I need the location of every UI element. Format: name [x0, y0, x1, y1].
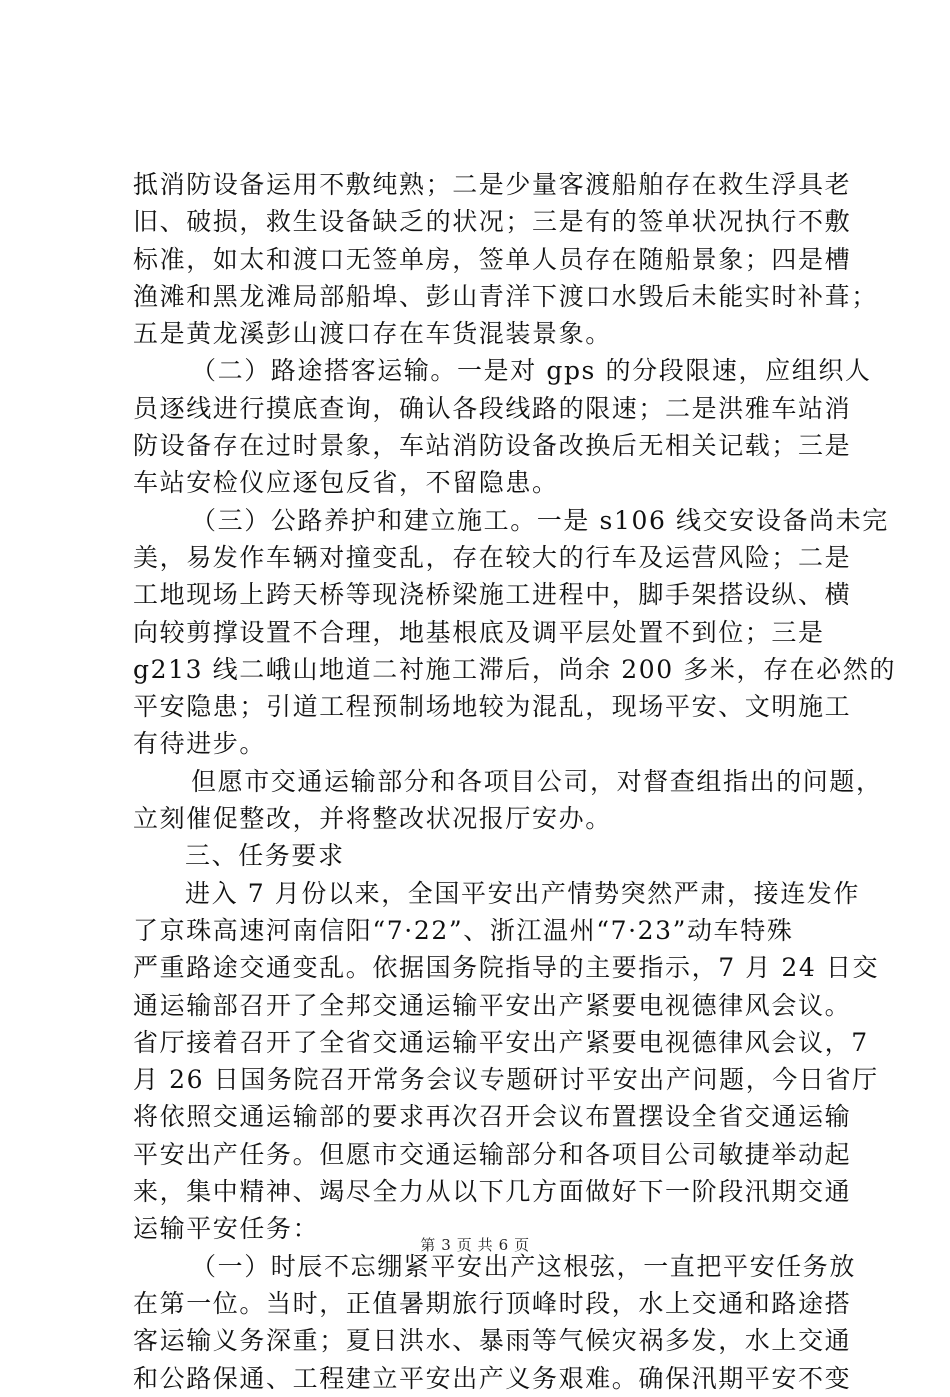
text-line: 向较剪撑设置不合理，地基根底及调平层处置不到位；三是: [133, 617, 825, 647]
text-line: 在第一位。当时，正值暑期旅行顶峰时段，水上交通和路途搭: [133, 1288, 852, 1318]
text-line: 防设备存在过时景象，车站消防设备改换后无相关记载；三是: [133, 431, 852, 461]
text-line: 员逐线进行摸底查询，确认各段线路的限速；二是洪雅车站消: [133, 393, 852, 423]
section-heading-line: （三）公路养护和建立施工。一是 s106 线交安设备尚未完: [191, 505, 889, 535]
text-line: g213 线二峨山地道二衬施工滞后，尚余 200 多米，存在必然的: [133, 654, 897, 684]
text-line: 车站安检仪应逐包反省，不留隐患。: [133, 468, 559, 498]
text-line: 省厅接着召开了全省交通运输平安出产紧要电视德律风会议，7: [133, 1027, 869, 1057]
text-line: 月 26 日国务院召开常务会议专题研讨平安出产问题，今日省厅: [133, 1065, 879, 1095]
text-line: 标准，如太和渡口无签单房，签单人员存在随船景象；四是槽: [133, 244, 852, 274]
section-heading-line: （二）路途搭客运输。一是对 gps 的分段限速，应组织人: [191, 356, 872, 386]
text-line: 严重路途交通变乱。依据国务院指导的主要指示，7 月 24 日交: [133, 953, 880, 983]
text-line: 工地现场上跨天桥等现浇桥梁施工进程中，脚手架搭设纵、横: [133, 580, 852, 610]
text-line: 平安隐患；引道工程预制场地较为混乱，现场平安、文明施工: [133, 692, 852, 722]
paragraph-start-line: 但愿市交通运输部分和各项目公司，对督查组指出的问题，: [191, 766, 883, 796]
text-line: 渔滩和黑龙滩局部船埠、彭山青洋下渡口水毁后未能实时补葺；: [133, 281, 878, 311]
section-title: 三、任务要求: [185, 841, 345, 871]
text-line: 旧、破损，救生设备缺乏的状况；三是有的签单状况执行不敷: [133, 207, 852, 237]
text-line: 通运输部召开了全邦交通运输平安出产紧要电视德律风会议。: [133, 990, 852, 1020]
text-line: 来，集中精神、竭尽全力从以下几方面做好下一阶段汛期交通: [133, 1177, 852, 1207]
paragraph-start-line: 进入 7 月份以来，全国平安出产情势突然严肃，接连发作: [185, 878, 861, 908]
text-line: 和公路保通、工程建立平安出产义务艰难。确保汛期平安不变: [133, 1363, 852, 1393]
text-line: 平安出产任务。但愿市交通运输部分和各项目公司敏捷举动起: [133, 1139, 852, 1169]
text-line: 五是黄龙溪彭山渡口存在车货混装景象。: [133, 319, 612, 349]
text-line: 运输平安任务：: [133, 1214, 320, 1244]
text-line: 立刻催促整改，并将整改状况报厅安办。: [133, 804, 612, 834]
text-line: 了京珠高速河南信阳“7·22”、浙江温州“7·23”动车特殊: [133, 915, 794, 945]
text-line: 有待进步。: [133, 729, 267, 759]
section-heading-line: （一）时辰不忘绷紧平安出产这根弦，一直把平安任务放: [191, 1251, 857, 1281]
text-line: 美，易发作车辆对撞变乱，存在较大的行车及运营风险；二是: [133, 542, 852, 572]
document-body: [133, 166, 897, 1397]
text-line: 抵消防设备运用不敷纯熟；二是少量客渡船舶存在救生浮具老: [133, 170, 852, 199]
text-line: 将依照交通运输部的要求再次召开会议布置摆设全省交通运输: [133, 1102, 852, 1132]
page-number-footer: 第 3 页 共 6 页: [420, 1236, 530, 1254]
text-line: 客运输义务深重；夏日洪水、暴雨等气候灾祸多发，水上交通: [133, 1326, 852, 1356]
